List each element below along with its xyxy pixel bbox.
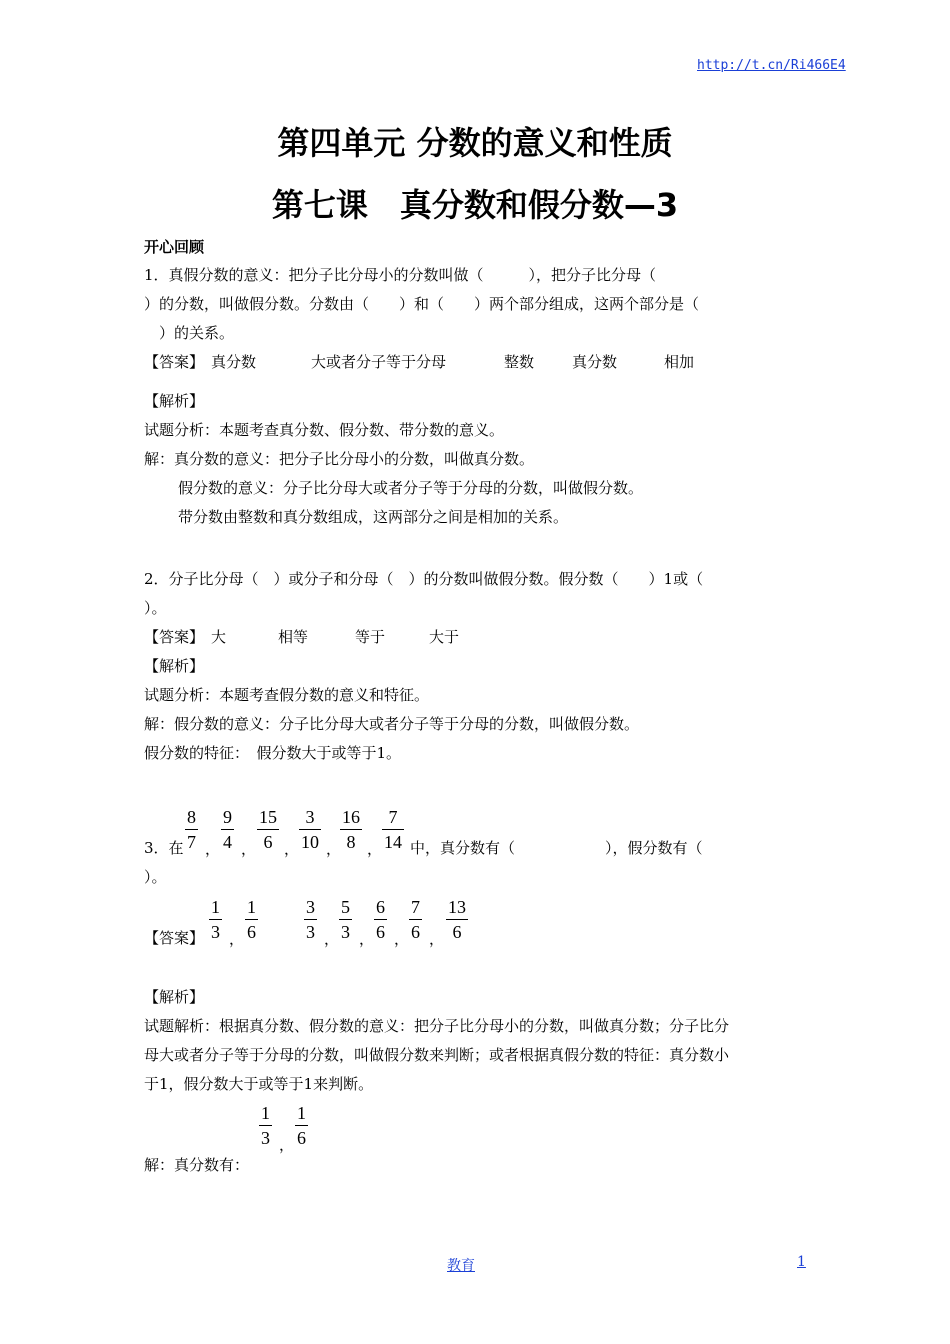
fraction-denominator: 7 [187,832,196,852]
q1-analysis-label: 【解析】 [144,392,205,410]
q2-answer-2: 相等 [278,628,309,646]
q3-fraction [340,805,362,854]
solution-fraction [295,1101,308,1150]
fraction-denominator: 3 [341,922,350,942]
fraction-numerator: 9 [221,805,234,830]
fraction-denominator: 4 [223,832,232,852]
section-heading: 开心回顾 [144,238,205,256]
q3-fraction [221,805,234,854]
q1-answer-5: 相加 [664,353,695,371]
q2-solution-1: 解：假分数的意义：分子比分母大或者分子等于分母的分数，叫做假分数。 [144,715,640,733]
q2-analysis-label: 【解析】 [144,657,205,675]
q1-text-line3: ）的关系。 [144,324,235,342]
q1-analysis: 试题分析：本题考查真分数、假分数、带分数的意义。 [144,421,505,439]
fraction-numerator: 5 [339,895,352,920]
q3-fraction [382,805,404,854]
answer-fraction [304,895,317,944]
answer-fraction [245,895,258,944]
q3-analysis-label: 【解析】 [144,988,205,1006]
page-title: 第四单元 分数的意义和性质 [277,124,673,162]
page-number: 1 [797,1254,806,1270]
q1-answer-label: 【答案】 [144,353,205,371]
q3-analysis-3: 于1，假分数大于或等于1来判断。 [144,1075,374,1093]
comma: ， [394,930,410,948]
fraction-numerator: 1 [245,895,258,920]
answer-fraction [374,895,387,944]
comma: ， [359,930,375,948]
fraction-numerator: 6 [374,895,387,920]
q1-solution-1: 解：真分数的意义：把分子比分母小的分数，叫做真分数。 [144,450,535,468]
comma: ， [429,930,445,948]
q3-prefix: 3．在 [144,839,184,857]
q1-answer-3: 整数 [504,353,535,371]
fraction-numerator: 15 [257,805,279,830]
comma: ， [279,1136,295,1154]
q1-solution-3: 带分数由整数和真分数组成，这两部分之间是相加的关系。 [178,508,569,526]
footer-link[interactable]: 教育 [447,1258,475,1274]
q3-fraction [299,805,321,854]
answer-fraction [339,895,352,944]
fraction-denominator: 3 [211,922,220,942]
q3-analysis-1: 试题解析：根据真分数、假分数的意义：把分子比分母小的分数，叫做真分数；分子比分 [144,1017,730,1035]
q2-answer-4: 大于 [429,628,460,646]
comma: ， [205,840,221,858]
fraction-numerator: 7 [382,805,404,830]
fraction-denominator: 14 [384,832,402,852]
fraction-denominator: 6 [411,922,420,942]
fraction-numerator: 13 [446,895,468,920]
q3-solution: 解：真分数有： [144,1156,250,1174]
fraction-numerator: 3 [304,895,317,920]
fraction-denominator: 3 [261,1128,270,1148]
answer-fraction [409,895,422,944]
q2-answer-1: 大 [211,628,227,646]
q2-text-line1: 2．分子比分母（ ）或分子和分母（ ）的分数叫做假分数。假分数（ ）1或（ [144,570,704,588]
q1-text-line2: ）的分数，叫做假分数。分数由（ ）和（ ）两个部分组成，这两个部分是（ [144,295,700,313]
q3-answer-label: 【答案】 [144,929,205,947]
comma: ， [367,840,383,858]
fraction-denominator: 3 [306,922,315,942]
q2-analysis: 试题分析：本题考查假分数的意义和特征。 [144,686,430,704]
fraction-denominator: 10 [301,832,319,852]
q1-solution-2: 假分数的意义：分子比分母大或者分子等于分母的分数，叫做假分数。 [178,479,644,497]
q3-fraction [257,805,279,854]
fraction-numerator: 16 [340,805,362,830]
fraction-denominator: 6 [263,832,273,852]
fraction-numerator: 8 [185,805,198,830]
comma: ， [241,840,257,858]
comma: ， [229,930,245,948]
lesson-title: 第七课 真分数和假分数—3 [271,186,679,224]
q3-analysis-2: 母大或者分子等于分母的分数，叫做假分数来判断；或者根据真假分数的特征：真分数小 [144,1046,730,1064]
comma: ， [326,840,342,858]
answer-fraction [209,895,222,944]
fraction-denominator: 8 [346,832,356,852]
q2-answer-3: 等于 [355,628,386,646]
q1-answer-4: 真分数 [572,353,618,371]
q3-suffix: 中，真分数有（ ），假分数有（ [410,839,703,857]
comma: ， [324,930,340,948]
fraction-denominator: 6 [376,922,385,942]
q3-fraction [185,805,198,854]
fraction-denominator: 6 [297,1128,306,1148]
fraction-numerator: 1 [259,1101,272,1126]
solution-fraction [259,1101,272,1150]
q2-answer-label: 【答案】 [144,628,205,646]
fraction-denominator: 6 [247,922,256,942]
q1-answer-2: 大或者分子等于分母 [311,353,447,371]
q2-solution-2: 假分数的特征： 假分数大于或等于1。 [144,744,402,762]
source-link[interactable]: http://t.cn/Ri466E4 [697,58,846,73]
q1-text-line1: 1．真假分数的意义：把分子比分母小的分数叫做（ ），把分子比分母（ [144,266,657,284]
fraction-numerator: 1 [209,895,222,920]
fraction-denominator: 6 [452,922,462,942]
q3-text-line2: ）。 [144,868,167,886]
q1-answer-1: 真分数 [211,353,257,371]
fraction-numerator: 3 [299,805,321,830]
fraction-numerator: 1 [295,1101,308,1126]
fraction-numerator: 7 [409,895,422,920]
answer-fraction [446,895,468,944]
q2-text-line2: ）。 [144,599,167,617]
comma: ， [284,840,300,858]
